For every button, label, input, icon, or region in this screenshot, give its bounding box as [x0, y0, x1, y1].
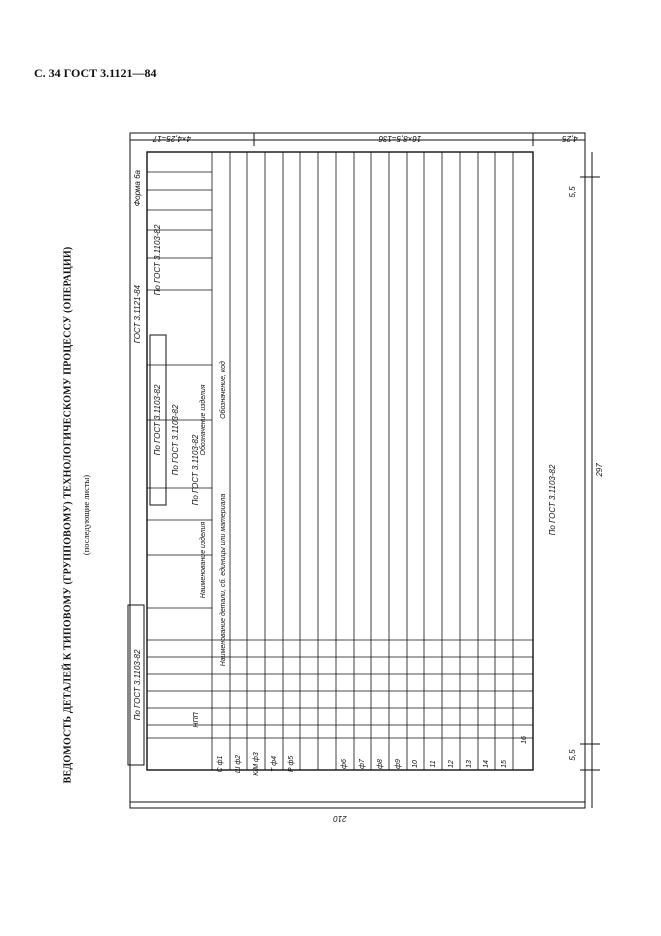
- row-label: ф8: [377, 759, 384, 769]
- dim-top-left: 4×4,25=17: [152, 134, 192, 143]
- dim-bottom: 210: [333, 814, 347, 823]
- row-label: 10: [412, 760, 419, 768]
- group-right-label: Обозначение изделия: [200, 384, 207, 456]
- document-title: ВЕДОМОСТЬ ДЕТАЛЕЙ К ТИПОВОМУ (ГРУППОВОМУ) ТЕХНОЛОГИЧЕСКОМУ ПРОЦЕССУ (ОПЕРАЦИИ): [62, 246, 74, 784]
- ref-text-mid3: По ГОСТ 3.1103-82: [191, 434, 200, 506]
- row-label: ф6: [341, 759, 348, 769]
- dim-top-right: 4,25: [562, 134, 578, 143]
- row-label: 14: [483, 760, 490, 768]
- row-label: ф7: [359, 759, 366, 769]
- standard-label: ГОСТ 3.1121-84: [133, 285, 142, 344]
- dim-right-bottom: 5,5: [568, 749, 577, 761]
- row-label: ф9: [395, 759, 402, 769]
- row-label: 13: [466, 760, 473, 768]
- ref-text-left: По ГОСТ 3.1103-82: [133, 649, 142, 721]
- row-label: 15: [501, 760, 508, 768]
- ref-text-mid2: По ГОСТ 3.1103-82: [171, 404, 180, 476]
- row-label: Р ф5: [288, 755, 295, 773]
- form-label: Форма 6а: [133, 170, 142, 207]
- row-label-last: 16: [521, 736, 528, 744]
- row-label: Т ф4: [271, 756, 278, 772]
- group-left-label: Наименование изделия: [200, 521, 207, 599]
- dim-right-top: 5,5: [568, 186, 577, 198]
- naim-label: Наименование детали, сб. единицы или материала: [220, 493, 227, 667]
- dim-top-center: 16×8,5=136: [378, 134, 422, 143]
- desig-label: Обозначение, код: [220, 361, 227, 419]
- ref-text-mid: По ГОСТ 3.1103-82: [153, 384, 162, 456]
- row-label: Ш ф2: [235, 754, 242, 774]
- ref-text-bottom: По ГОСТ 3.1103-82: [548, 464, 557, 536]
- document-subtitle: (последующие листы): [81, 474, 91, 556]
- row-label: 12: [448, 760, 455, 768]
- npp-label: НПП: [193, 712, 200, 728]
- dim-right-center: 297: [595, 463, 604, 477]
- row-label: К/М ф3: [253, 752, 260, 776]
- ref-text-top: По ГОСТ 3.1103-82: [153, 224, 162, 296]
- row-label: 11: [430, 760, 437, 768]
- page-header: С. 34 ГОСТ 3.1121—84: [34, 66, 157, 80]
- form-border: [147, 152, 533, 773]
- row-label: С ф1: [217, 755, 224, 773]
